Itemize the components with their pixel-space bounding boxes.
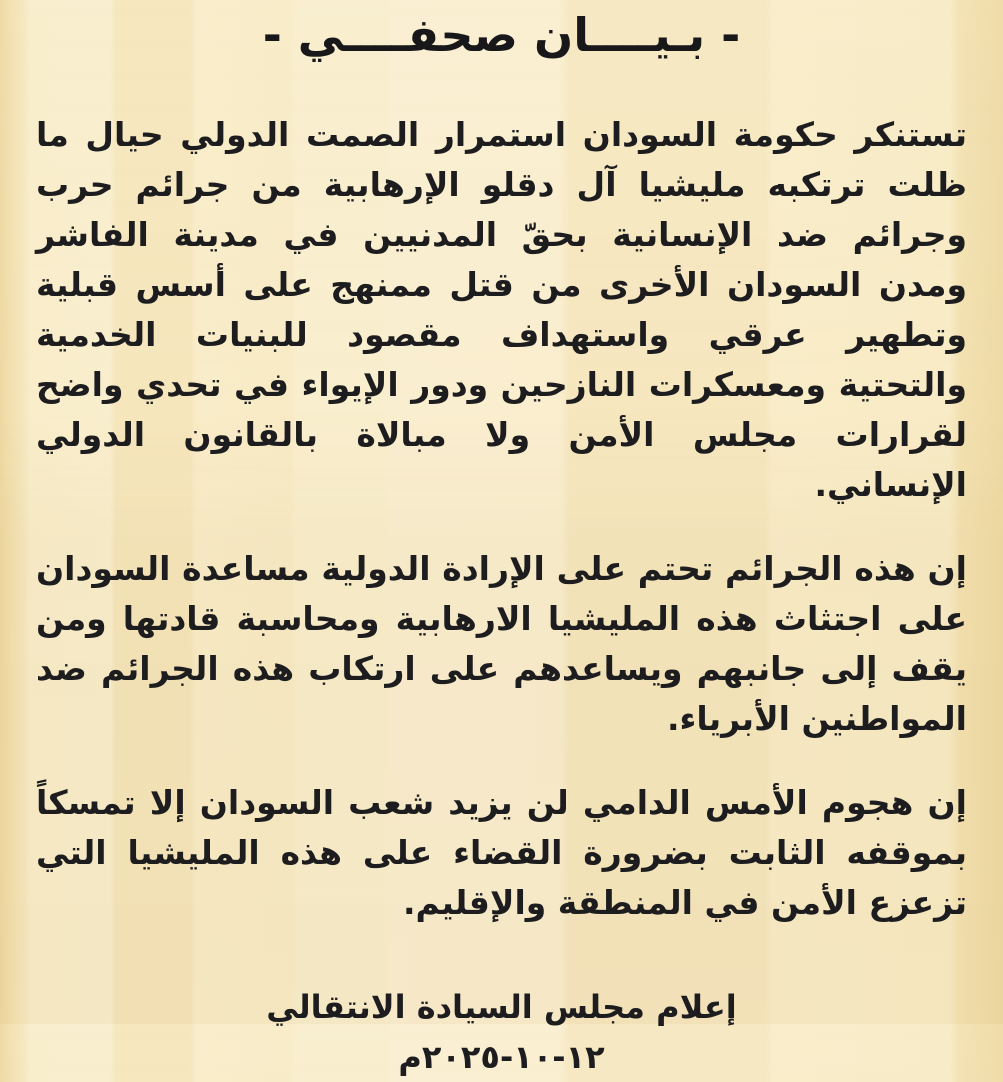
press-release-title: - بـيــــان صحفــــي -: [262, 8, 741, 62]
paragraph-international-will: إن هذه الجرائم تحتم على الإرادة الدولية مساعدة السودان على اجتثاث هذه المليشيا الارهابية ومحاسبة قادتها ومن يقف إلى جانبهم ويساعدهم على ارتكاب هذه الجرائم ضد المواطنين الأبرياء.: [36, 549, 967, 738]
press-release-body: [36, 110, 967, 928]
document-footer: [36, 982, 967, 1082]
document-date: ١٢-١٠-٢٠٢٥م: [398, 1038, 605, 1076]
paragraph-resolve: إن هجوم الأمس الدامي لن يزيد شعب السودان إلا تمسكاً بموقفه الثابت بضرورة القضاء على هذه المليشيا التي تزعزع الأمن في المنطقة والإقليم.: [36, 783, 967, 922]
issuing-authority: إعلام مجلس السيادة الانتقالي: [266, 988, 737, 1026]
paragraph-condemnation: تستنكر حكومة السودان استمرار الصمت الدولي حيال ما ظلت ترتكبه مليشيا آل دقلو الإرهابية من جرائم حرب وجرائم ضد الإنسانية بحقّ المدنيين في مدينة الفاشر ومدن السودان الأخرى من قتل ممنهج على أسس قبلية وتطهير عرقي واستهداف مقصود للبنيات الخدمية والتحتية ومعسكرات النازحين ودور الإيواء في تحدي واضح لقرارات مجلس الأمن ولا مبالاة بالقانون الدولي الإنساني.: [36, 115, 967, 504]
